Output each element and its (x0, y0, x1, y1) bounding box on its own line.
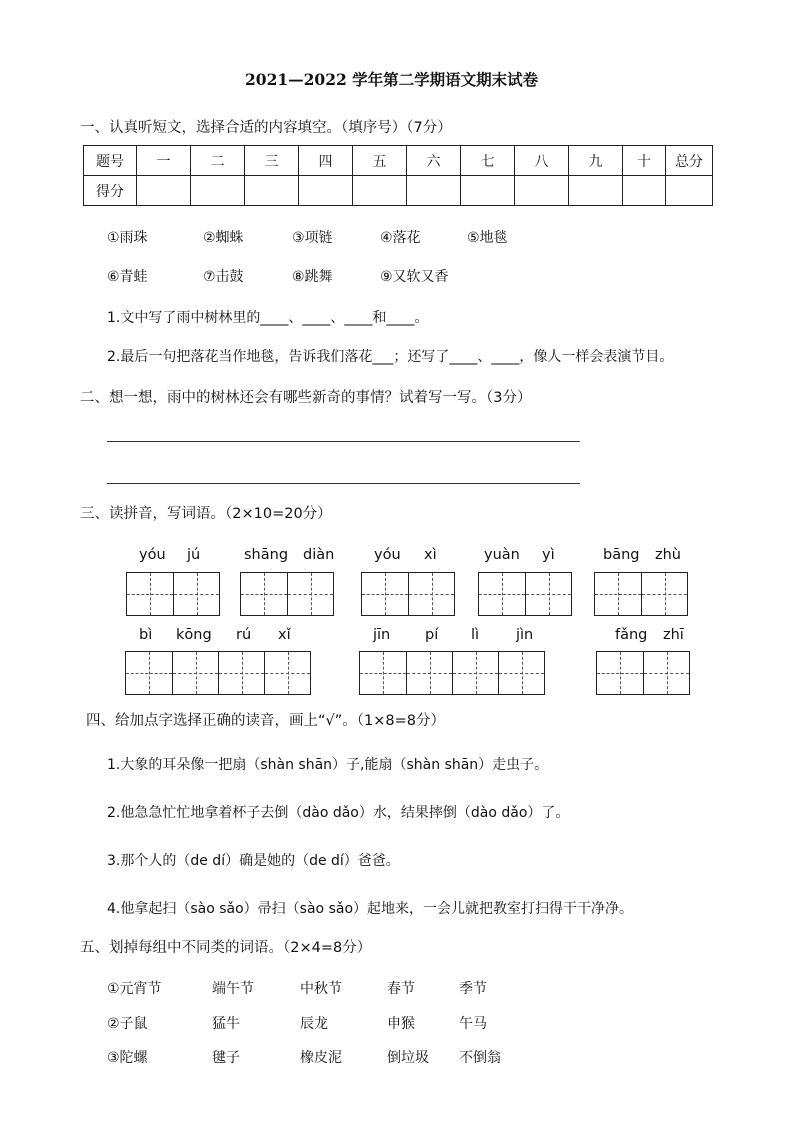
word-group-3-item[interactable]: 橡皮泥 (300, 1050, 342, 1066)
writing-grid-row-1 (0, 572, 794, 616)
score-header-cell: 三 (245, 146, 299, 176)
option-9: ⑨又软又香 (380, 269, 449, 285)
pinyin-label: bāng (603, 547, 640, 563)
score-header-cell: 总分 (666, 146, 713, 176)
answer-line[interactable] (107, 441, 580, 442)
pinyin-label: yóu (374, 547, 401, 563)
writing-grid[interactable] (126, 572, 220, 616)
option-4: ④落花 (380, 230, 421, 246)
writing-grid[interactable] (478, 572, 572, 616)
pinyin-label: rú (236, 627, 252, 643)
word-group-3-item[interactable]: 倒垃圾 (387, 1050, 429, 1066)
question-4-4: 4.他拿起扫（sào sǎo）帚扫（sào sǎo）起地来，一会儿就把教室打扫得干干净净。 (107, 901, 634, 917)
score-cell[interactable] (666, 176, 713, 206)
pinyin-label: yóu (139, 547, 166, 563)
score-cell[interactable] (569, 176, 623, 206)
word-group-3-item[interactable]: 毽子 (212, 1050, 240, 1066)
word-group-2-item[interactable]: ②子鼠 (107, 1016, 148, 1032)
score-table-score-row (84, 176, 713, 206)
answer-line[interactable] (107, 483, 580, 484)
pinyin-label: lì (471, 627, 480, 643)
pinyin-label: yuàn (484, 547, 520, 563)
question-4-1: 1.大象的耳朵像一把扇（shàn shān）子,能扇（shàn shān）走虫子。 (107, 757, 549, 773)
option-2: ②蜘蛛 (203, 230, 244, 246)
score-cell[interactable] (353, 176, 407, 206)
section-4-heading: 四、给加点字选择正确的读音，画上“√”。（1×8=8分） (86, 713, 445, 729)
score-cell[interactable] (137, 176, 191, 206)
writing-grid[interactable] (359, 651, 545, 695)
writing-grid[interactable] (361, 572, 455, 616)
pinyin-label: xǐ (278, 627, 291, 643)
question-1-1: 1.文中写了雨中树林里的____、____、____和____。 (107, 310, 429, 326)
score-cell[interactable] (407, 176, 461, 206)
word-group-1-item[interactable]: 中秋节 (300, 981, 342, 997)
question-1-2: 2.最后一句把落花当作地毯，告诉我们落花___；还写了____、____，像人一样会表演节目。 (107, 349, 674, 365)
score-row-label: 得分 (84, 176, 137, 206)
score-header-cell: 二 (191, 146, 245, 176)
word-group-2-item[interactable]: 辰龙 (300, 1016, 328, 1032)
pinyin-label: fǎng (615, 627, 648, 643)
word-group-2-item[interactable]: 午马 (459, 1016, 487, 1032)
score-header-cell: 七 (461, 146, 515, 176)
word-group-3-item[interactable]: 不倒翁 (459, 1050, 501, 1066)
score-cell[interactable] (623, 176, 666, 206)
score-cell[interactable] (245, 176, 299, 206)
writing-grid[interactable] (596, 651, 690, 695)
word-group-1-item[interactable]: 春节 (387, 981, 415, 997)
score-header-cell: 五 (353, 146, 407, 176)
question-4-3: 3.那个人的（de dí）确是她的（de dí）爸爸。 (107, 853, 400, 869)
word-group-1-item[interactable]: 季节 (459, 981, 487, 997)
section-5-heading: 五、划掉每组中不同类的词语。（2×4=8分） (80, 940, 372, 956)
pinyin-label: bì (139, 627, 153, 643)
writing-grid[interactable] (125, 651, 311, 695)
section-1-heading: 一、认真听短文，选择合适的内容填空。（填序号）（7分） (80, 120, 452, 136)
pinyin-label: zhī (663, 627, 684, 643)
pinyin-label: zhù (655, 547, 681, 563)
word-group-2-item[interactable]: 申猴 (387, 1016, 415, 1032)
score-header-cell: 一 (137, 146, 191, 176)
option-5: ⑤地毯 (467, 230, 508, 246)
pinyin-label: jìn (516, 627, 534, 643)
writing-grid-row-2 (0, 651, 794, 695)
word-group-1-item[interactable]: ①元宵节 (107, 981, 162, 997)
score-cell[interactable] (461, 176, 515, 206)
page-title: 2021—2022 学年第二学期语文期末试卷 (245, 70, 539, 89)
option-1: ①雨珠 (107, 230, 148, 246)
option-7: ⑦击鼓 (203, 269, 244, 285)
pinyin-label: kōng (176, 627, 212, 643)
score-header-cell: 六 (407, 146, 461, 176)
section-3-heading: 三、读拼音，写词语。（2×10=20分） (80, 506, 332, 522)
writing-grid[interactable] (240, 572, 334, 616)
section-2-heading: 二、想一想，雨中的树林还会有哪些新奇的事情？试着写一写。（3分） (80, 390, 532, 406)
pinyin-label: jīn (373, 627, 391, 643)
pinyin-label: jú (187, 547, 201, 563)
pinyin-label: shāng (244, 547, 289, 563)
score-header-cell: 四 (299, 146, 353, 176)
option-6: ⑥青蛙 (107, 269, 148, 285)
word-group-2-item[interactable]: 猛牛 (212, 1016, 240, 1032)
word-group-1-item[interactable]: 端午节 (212, 981, 254, 997)
pinyin-label: diàn (303, 547, 335, 563)
pinyin-label: pí (425, 627, 439, 643)
writing-grid[interactable] (594, 572, 688, 616)
score-header-cell: 十 (623, 146, 666, 176)
score-header-cell: 八 (515, 146, 569, 176)
score-cell[interactable] (299, 176, 353, 206)
option-8: ⑧跳舞 (292, 269, 333, 285)
pinyin-label: xì (424, 547, 437, 563)
option-3: ③项链 (292, 230, 333, 246)
score-header-cell: 题号 (84, 146, 137, 176)
score-cell[interactable] (191, 176, 245, 206)
pinyin-label: yì (542, 547, 555, 563)
score-table-header-row (84, 146, 713, 176)
word-group-3-item[interactable]: ③陀螺 (107, 1050, 148, 1066)
question-4-2: 2.他急急忙忙地拿着杯子去倒（dào dǎo）水，结果摔倒（dào dǎo）了。 (107, 805, 570, 821)
score-header-cell: 九 (569, 146, 623, 176)
score-cell[interactable] (515, 176, 569, 206)
score-table (83, 145, 713, 206)
